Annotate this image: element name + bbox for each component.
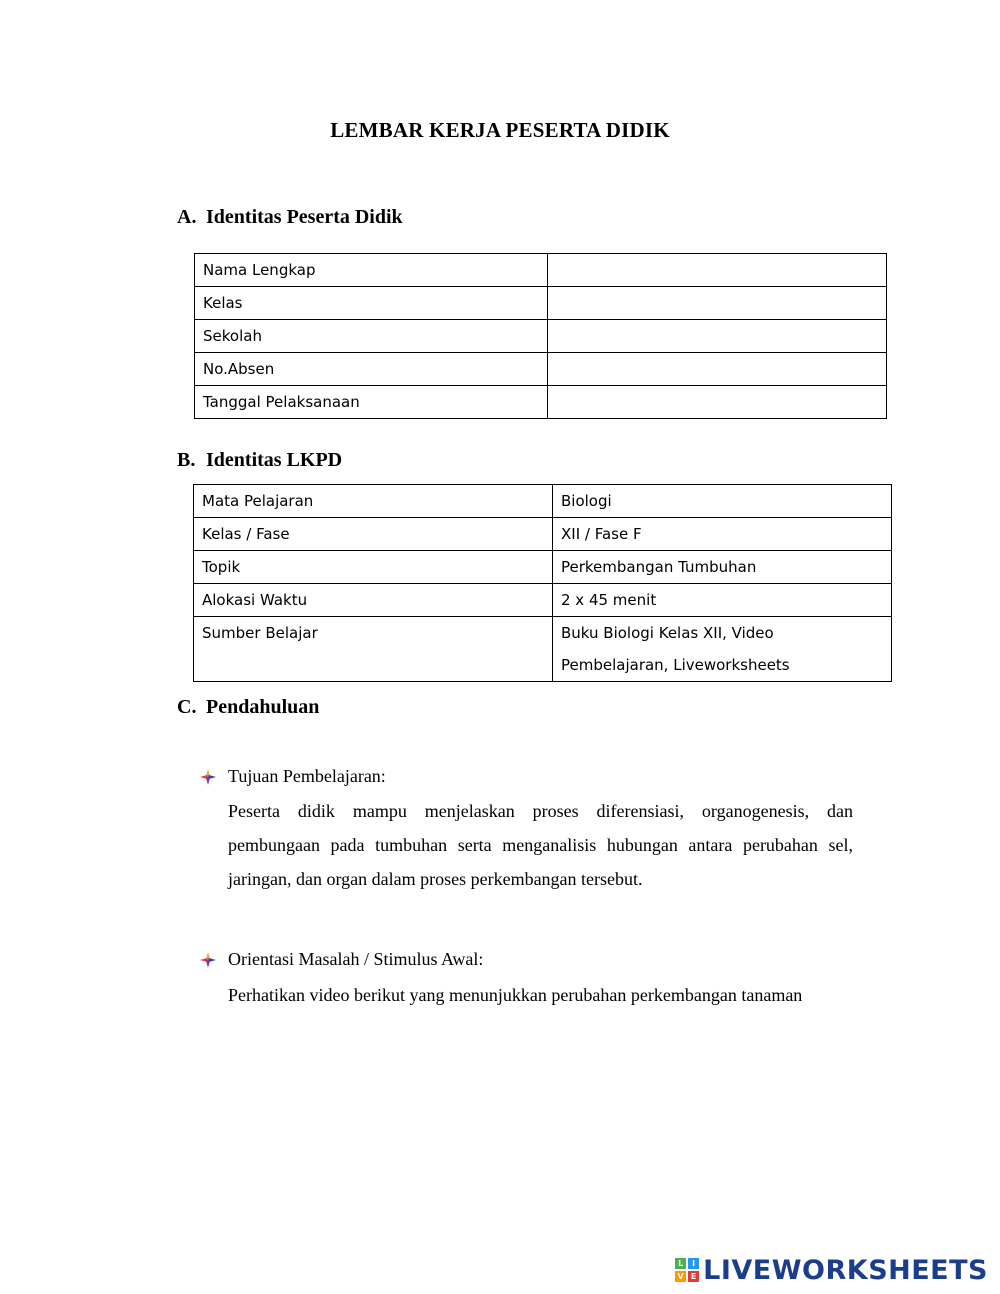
section-a-number: A. — [177, 206, 197, 228]
logo-text: LIVEWORKSHEETS — [703, 1254, 988, 1286]
date-field[interactable] — [548, 386, 887, 419]
table-row — [195, 254, 887, 287]
section-b-title: Identitas LKPD — [206, 449, 343, 471]
problem-orientation-text: Perhatikan video berikut yang menunjukkan perubahan perkembangan tanaman — [228, 985, 803, 1005]
table-row — [194, 485, 892, 518]
row-label: Mata Pelajaran — [194, 485, 553, 518]
bullet-icon — [198, 767, 218, 787]
row-label: Kelas — [195, 287, 548, 320]
row-label: Alokasi Waktu — [194, 584, 553, 617]
section-a-heading — [177, 206, 403, 229]
liveworksheets-logo — [675, 1250, 988, 1290]
row-label: Nama Lengkap — [195, 254, 548, 287]
problem-orientation-heading: Orientasi Masalah / Stimulus Awal: — [228, 949, 484, 969]
logo-square: V — [675, 1271, 686, 1282]
class-field[interactable] — [548, 287, 887, 320]
table-row — [194, 518, 892, 551]
table-row — [195, 320, 887, 353]
logo-square: I — [688, 1258, 699, 1269]
row-label: Topik — [194, 551, 553, 584]
table-row — [194, 551, 892, 584]
table-row — [194, 617, 892, 682]
row-value: XII / Fase F — [553, 518, 892, 551]
row-value: Perkembangan Tumbuhan — [553, 551, 892, 584]
row-label: Tanggal Pelaksanaan — [195, 386, 548, 419]
row-value-line: Buku Biologi Kelas XII, Video — [561, 624, 774, 642]
row-value — [553, 617, 892, 682]
page-title: LEMBAR KERJA PESERTA DIDIK — [330, 118, 670, 142]
logo-square: L — [675, 1258, 686, 1269]
section-b-number: B. — [177, 449, 196, 471]
name-field[interactable] — [548, 254, 887, 287]
section-c-number: C. — [177, 696, 197, 718]
row-label: Sumber Belajar — [194, 617, 553, 682]
table-row — [195, 287, 887, 320]
section-c-title: Pendahuluan — [206, 696, 320, 718]
section-a-title: Identitas Peserta Didik — [206, 206, 403, 228]
school-field[interactable] — [548, 320, 887, 353]
table-row — [195, 353, 887, 386]
learning-objective-text: Peserta didik mampu menjelaskan proses diferensiasi, organogenesis, dan pembungaan pada tumbuhan serta menganalisis hubungan antara perubahan sel, jaringan, dan organ dalam proses perkembangan tersebut. — [228, 801, 853, 889]
table-row — [195, 386, 887, 419]
student-identity-table — [194, 253, 887, 419]
logo-square: E — [688, 1271, 699, 1282]
learning-objective-heading: Tujuan Pembelajaran: — [228, 766, 386, 786]
section-c-heading — [177, 696, 319, 719]
logo-mark-icon — [675, 1258, 699, 1282]
table-row — [194, 584, 892, 617]
row-value: 2 x 45 menit — [553, 584, 892, 617]
lkpd-identity-table — [193, 484, 892, 682]
bullet-icon — [198, 950, 218, 970]
absence-number-field[interactable] — [548, 353, 887, 386]
row-label: Sekolah — [195, 320, 548, 353]
section-b-heading — [177, 449, 342, 472]
row-label: No.Absen — [195, 353, 548, 386]
row-label: Kelas / Fase — [194, 518, 553, 551]
row-value-line: Pembelajaran, Liveworksheets — [561, 656, 790, 674]
row-value: Biologi — [553, 485, 892, 518]
